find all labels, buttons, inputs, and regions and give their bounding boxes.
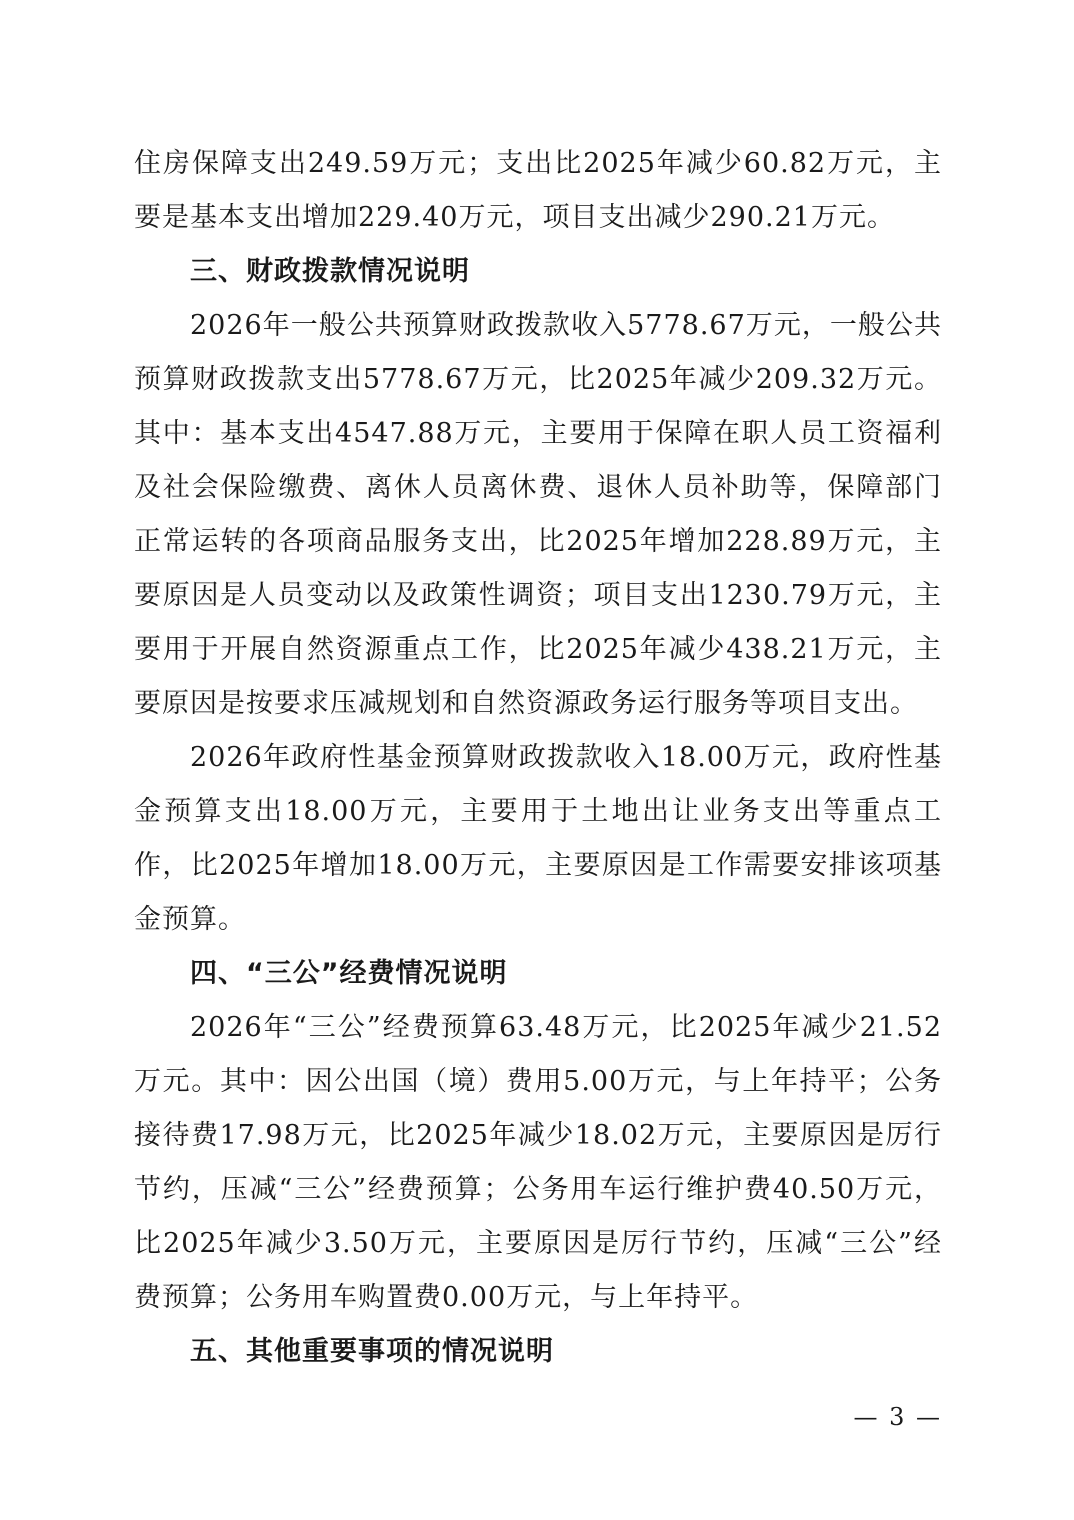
page-number: — 3 — [853, 1403, 942, 1431]
paragraph-three-public-expenses: 2026年“三公”经费预算63.48万元，比2025年减少21.52万元。其中：因公出国（境）费用5.00万元，与上年持平；公务接待费17.98万元，比2025年减少18.02万元，主要原因是厉行节约，压减“三公”经费预算；公务用车运行维护费40.50万元，比2025年减少3.50万元，主要原因是厉行节约，压减“三公”经费预算；公务用车购置费0.00万元，与上年持平。 [134, 1012, 942, 1313]
paragraph-housing-expense: 住房保障支出249.59万元；支出比2025年减少60.82万元，主要是基本支出增加229.40万元，项目支出减少290.21万元。 [134, 148, 942, 233]
heading-other-matters: 五、其他重要事项的情况说明 [190, 1336, 554, 1367]
heading-fiscal-appropriation: 三、财政拨款情况说明 [190, 256, 470, 287]
heading-three-public-expenses: 四、“三公”经费情况说明 [190, 958, 508, 989]
document-body [134, 137, 942, 1379]
paragraph-general-budget: 2026年一般公共预算财政拨款收入5778.67万元，一般公共预算财政拨款支出5778.67万元，比2025年减少209.32万元。其中：基本支出4547.88万元，主要用于保障在职人员工资福利及社会保险缴费、离休人员离休费、退休人员补助等，保障部门正常运转的各项商品服务支出，比2025年增加228.89万元，主要原因是人员变动以及政策性调资；项目支出1230.79万元，主要用于开展自然资源重点工作，比2025年减少438.21万元，主要原因是按要求压减规划和自然资源政务运行服务等项目支出。 [134, 310, 942, 719]
paragraph-government-fund: 2026年政府性基金预算财政拨款收入18.00万元，政府性基金预算支出18.00万元，主要用于土地出让业务支出等重点工作，比2025年增加18.00万元，主要原因是工作需要安排该项基金预算。 [134, 742, 942, 935]
